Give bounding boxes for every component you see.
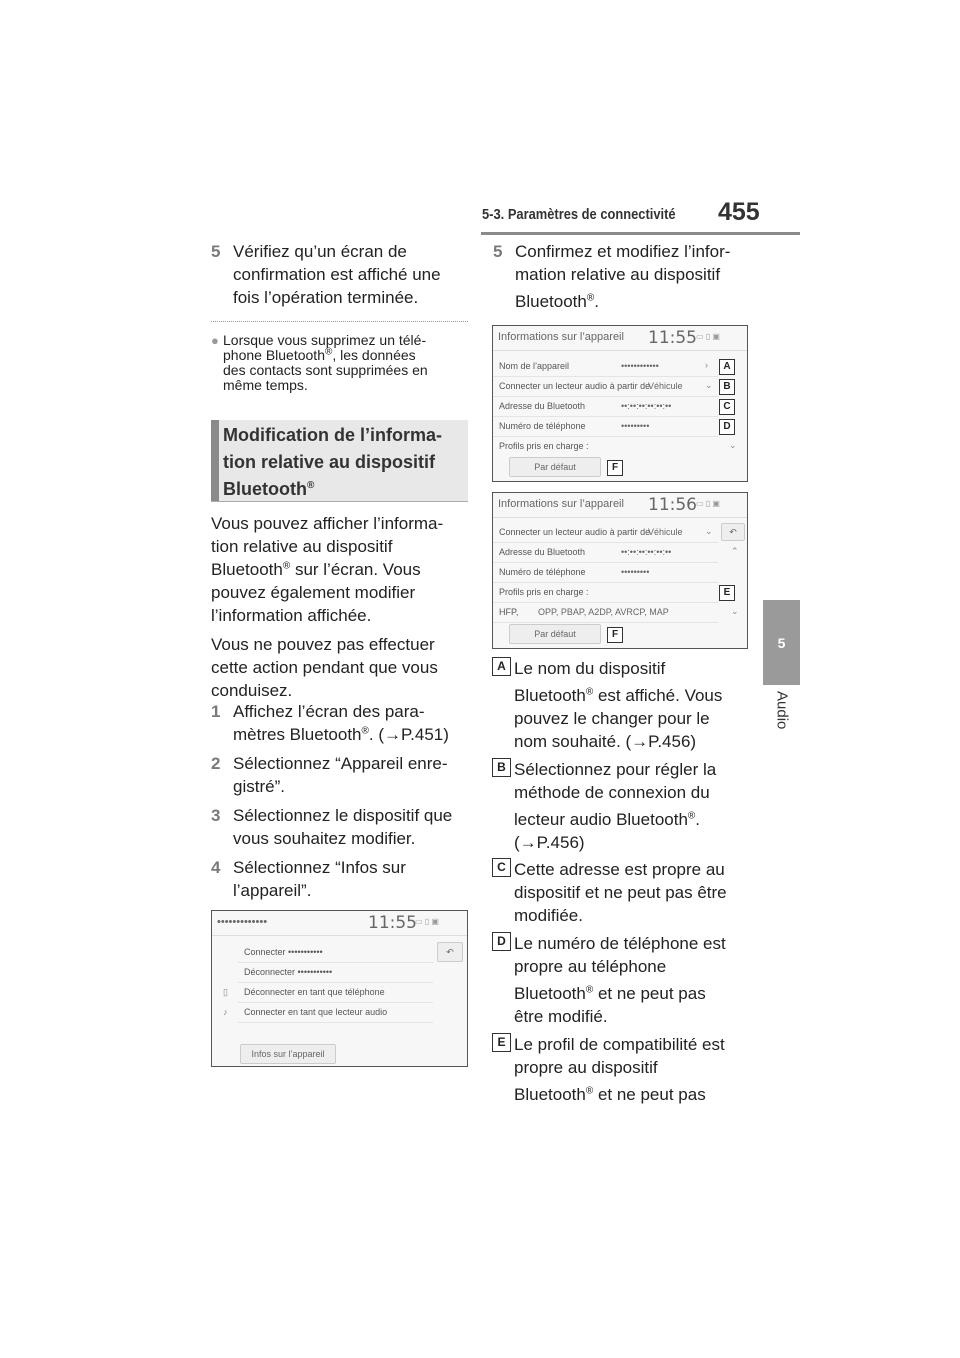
step-text: Vérifiez qu’un écran de bbox=[233, 242, 407, 261]
menu-item-connect[interactable] bbox=[238, 942, 433, 963]
row-label: Profils pris en charge : bbox=[499, 587, 589, 597]
chapter-tab-label bbox=[764, 680, 800, 740]
registered-mark: ® bbox=[324, 346, 333, 358]
callout-f: F bbox=[607, 627, 623, 643]
chapter-label-text: Audio bbox=[773, 690, 791, 730]
legend-text: nom souhaité. (→P.456) bbox=[514, 732, 697, 751]
legend-tag-e: E bbox=[492, 1033, 511, 1052]
row-audio-connect[interactable] bbox=[493, 522, 718, 543]
status-icons: ▭ ▯ ▣ bbox=[415, 917, 439, 926]
legend-text: . bbox=[695, 810, 701, 829]
menu-item-disconnect-phone[interactable] bbox=[238, 982, 433, 1003]
row-profiles bbox=[493, 436, 738, 456]
legend-tag-c: C bbox=[492, 858, 511, 877]
legend-text: Le profil de compatibilité est bbox=[514, 1035, 725, 1054]
header-rule bbox=[481, 232, 800, 235]
clock: 11:55 bbox=[648, 328, 697, 348]
step-number: 3 bbox=[211, 806, 221, 825]
step-number: 2 bbox=[211, 754, 221, 773]
registered-mark: ® bbox=[585, 686, 594, 698]
note-text: même temps. bbox=[223, 377, 308, 393]
para-text: sur l’écran. Vous bbox=[290, 560, 421, 579]
row-label: HFP, bbox=[499, 607, 519, 617]
step-text: l’appareil”. bbox=[233, 881, 312, 900]
default-button[interactable]: Par défaut bbox=[509, 457, 601, 477]
para-text: tion relative au dispositif bbox=[211, 537, 393, 556]
para-text: Vous pouvez afficher l’informa- bbox=[211, 514, 444, 533]
row-value: ••••••••• bbox=[621, 567, 650, 577]
screen-title: Informations sur l’appareil bbox=[498, 498, 624, 510]
legend-text: Le nom du dispositif bbox=[514, 659, 666, 678]
legend-text: et ne peut pas bbox=[593, 1085, 706, 1104]
row-value: ••••••••• bbox=[621, 421, 650, 431]
screen-title: Informations sur l’appareil bbox=[498, 331, 624, 343]
chevron-right-icon: › bbox=[705, 360, 708, 370]
legend-text: Bluetooth bbox=[514, 686, 586, 705]
legend-text: (→P.456) bbox=[514, 833, 585, 852]
chapter-tab-number: 5 bbox=[763, 600, 800, 685]
step-5-left bbox=[211, 240, 476, 309]
clock: 11:56 bbox=[648, 495, 697, 515]
screen-header bbox=[212, 911, 467, 936]
row-value: Véhicule bbox=[648, 527, 683, 537]
row-bt-address bbox=[493, 396, 718, 417]
legend-tag-b: B bbox=[492, 758, 511, 777]
legend-e bbox=[514, 1033, 764, 1106]
status-icons: ▭ ▯ ▣ bbox=[696, 499, 720, 508]
legend-text: modifiée. bbox=[514, 906, 583, 925]
row-label: Adresse du Bluetooth bbox=[499, 547, 586, 557]
screen-header bbox=[493, 493, 747, 518]
legend-text: propre au dispositif bbox=[514, 1058, 658, 1077]
note-text: des contacts sont supprimées en bbox=[223, 362, 428, 378]
callout-f: F bbox=[607, 460, 623, 476]
legend-text: pouvez le changer pour le bbox=[514, 709, 710, 728]
row-value: OPP, PBAP, A2DP, AVRCP, MAP bbox=[538, 607, 669, 617]
row-label: Connecter un lecteur audio à partir de bbox=[499, 527, 651, 537]
registered-mark: ® bbox=[306, 480, 315, 491]
step-text: Affichez l’écran des para- bbox=[233, 702, 425, 721]
legend-b bbox=[514, 758, 764, 854]
scroll-down-icon[interactable]: ⌄ bbox=[729, 440, 737, 450]
note-bullet-icon: ● bbox=[211, 333, 219, 348]
row-label: Connecter un lecteur audio à partir de bbox=[499, 381, 651, 391]
legend-text: Bluetooth bbox=[514, 1085, 586, 1104]
device-info-button[interactable]: Infos sur l’appareil bbox=[240, 1044, 336, 1064]
legend-text: est affiché. Vous bbox=[593, 686, 723, 705]
status-icons: ▭ ▯ ▣ bbox=[696, 332, 720, 341]
step-text: gistré”. bbox=[233, 777, 285, 796]
step-text: mètres Bluetooth bbox=[233, 725, 362, 744]
step-text: mation relative au dispositif bbox=[515, 265, 721, 284]
steps-list bbox=[211, 700, 476, 902]
step-text: Bluetooth bbox=[515, 292, 587, 311]
row-bt-address bbox=[493, 542, 718, 563]
step-text: vous souhaitez modifier. bbox=[233, 829, 416, 848]
row-label: Adresse du Bluetooth bbox=[499, 401, 586, 411]
heading-text: Modification de l’informa- bbox=[223, 425, 442, 445]
legend-tag-a: A bbox=[492, 657, 511, 676]
para-text: cette action pendant que vous bbox=[211, 658, 438, 677]
legend-text: méthode de connexion du bbox=[514, 783, 710, 802]
callout-a: A bbox=[719, 359, 735, 375]
clock: 11:55 bbox=[368, 913, 417, 933]
heading-bar bbox=[211, 420, 219, 502]
row-device-name[interactable] bbox=[493, 356, 718, 377]
row-label: Nom de l’appareil bbox=[499, 361, 570, 371]
heading-text: tion relative au dispositif bbox=[223, 452, 436, 472]
legend-text: lecteur audio Bluetooth bbox=[514, 810, 688, 829]
step-number: 5 bbox=[211, 242, 221, 261]
legend-text: Cette adresse est propre au bbox=[514, 860, 725, 879]
row-value: ••:••:••:••:••:•• bbox=[621, 401, 672, 411]
registered-mark: ® bbox=[687, 810, 696, 822]
chevron-down-icon: ⌄ bbox=[705, 380, 713, 390]
legend-text: dispositif et ne peut pas être bbox=[514, 883, 727, 902]
legend-text: être modifié. bbox=[514, 1007, 608, 1026]
back-button[interactable]: ↶ bbox=[721, 523, 745, 541]
menu-item-label: Déconnecter ••••••••••• bbox=[244, 967, 333, 977]
chevron-down-icon: ⌄ bbox=[705, 526, 713, 536]
device-name: ••••••••••••• bbox=[217, 916, 268, 928]
scroll-up-icon[interactable]: ⌃ bbox=[731, 546, 739, 556]
legend-text: Sélectionnez pour régler la bbox=[514, 760, 717, 779]
registered-mark: ® bbox=[585, 984, 594, 996]
menu-item-label: Déconnecter en tant que téléphone bbox=[244, 987, 385, 997]
registered-mark: ® bbox=[361, 725, 369, 737]
device-info-screenshot-1 bbox=[492, 325, 748, 482]
section-title: 5-3. Paramètres de connectivité bbox=[482, 206, 676, 223]
menu-item-label: Connecter en tant que lecteur audio bbox=[244, 1007, 388, 1017]
step-text: Sélectionnez le dispositif que bbox=[233, 806, 453, 825]
note-divider bbox=[211, 321, 468, 322]
callout-b: B bbox=[719, 379, 735, 395]
para-text: Vous ne pouvez pas effectuer bbox=[211, 635, 435, 654]
note-text: , les données bbox=[332, 347, 416, 363]
step-text: fois l’opération terminée. bbox=[233, 288, 419, 307]
heading-rule bbox=[211, 501, 468, 502]
para-text: conduisez. bbox=[211, 681, 293, 700]
legend-tag-d: D bbox=[492, 932, 511, 951]
row-value: ••:••:••:••:••:•• bbox=[621, 547, 672, 557]
scroll-down-icon[interactable]: ⌄ bbox=[731, 606, 739, 616]
row-label: Numéro de téléphone bbox=[499, 567, 586, 577]
step-number: 4 bbox=[211, 858, 221, 877]
registered-mark: ® bbox=[586, 292, 595, 304]
row-label: Profils pris en charge : bbox=[499, 441, 589, 451]
legend-text: Le numéro de téléphone est bbox=[514, 934, 726, 953]
para-text: l’information affichée. bbox=[211, 606, 372, 625]
default-button[interactable]: Par défaut bbox=[509, 624, 601, 644]
note-block bbox=[211, 333, 476, 393]
callout-c: C bbox=[719, 399, 735, 415]
step-text: Sélectionnez “Appareil enre- bbox=[233, 754, 448, 773]
registered-mark: ® bbox=[585, 1085, 594, 1097]
para-text: pouvez également modifier bbox=[211, 583, 416, 602]
legend-c bbox=[514, 858, 764, 927]
menu-item-connect-audio[interactable] bbox=[238, 1002, 433, 1023]
step-text: . (→P.451) bbox=[368, 725, 449, 744]
section-heading bbox=[211, 420, 468, 502]
note-text: Lorsque vous supprimez un télé- bbox=[223, 332, 427, 348]
row-label: Numéro de téléphone bbox=[499, 421, 586, 431]
note-text: phone Bluetooth bbox=[223, 347, 325, 363]
device-menu-screenshot bbox=[211, 910, 468, 1067]
legend-text: et ne peut pas bbox=[593, 984, 706, 1003]
row-profile-list bbox=[493, 602, 718, 623]
menu-item-label: Connecter ••••••••••• bbox=[244, 947, 323, 957]
device-info-screenshot-2 bbox=[492, 492, 748, 649]
para-text: Bluetooth bbox=[211, 560, 283, 579]
row-phone-number bbox=[493, 416, 718, 437]
menu-item-disconnect[interactable] bbox=[238, 962, 433, 983]
intro-paragraph bbox=[211, 512, 476, 702]
row-value: Véhicule bbox=[648, 381, 683, 391]
screen-header bbox=[493, 326, 747, 351]
phone-icon: ▯ bbox=[223, 987, 228, 997]
step-number: 1 bbox=[211, 702, 221, 721]
row-audio-connect[interactable] bbox=[493, 376, 718, 397]
legend-d bbox=[514, 932, 764, 1028]
heading-text: Bluetooth bbox=[223, 479, 307, 499]
step-number: 5 bbox=[493, 242, 503, 261]
step-text: Confirmez et modifiez l’infor- bbox=[515, 242, 731, 261]
row-profiles bbox=[493, 582, 718, 603]
legend-text: propre au téléphone bbox=[514, 957, 667, 976]
page-number: 455 bbox=[718, 198, 760, 226]
step-text: confirmation est affiché une bbox=[233, 265, 441, 284]
music-note-icon: ♪ bbox=[223, 1007, 228, 1017]
callout-e: E bbox=[719, 585, 735, 601]
legend-a bbox=[514, 657, 764, 753]
step-5-right: 5 Confirmez et modifiez l’infor- mation relative au dispositif Bluetooth®. bbox=[493, 242, 731, 311]
row-phone-number bbox=[493, 562, 718, 583]
step-text: Sélectionnez “Infos sur bbox=[233, 858, 406, 877]
row-value: •••••••••••• bbox=[621, 361, 659, 371]
legend-text: Bluetooth bbox=[514, 984, 586, 1003]
registered-mark: ® bbox=[282, 560, 291, 572]
back-button[interactable]: ↶ bbox=[437, 942, 463, 962]
callout-d: D bbox=[719, 419, 735, 435]
